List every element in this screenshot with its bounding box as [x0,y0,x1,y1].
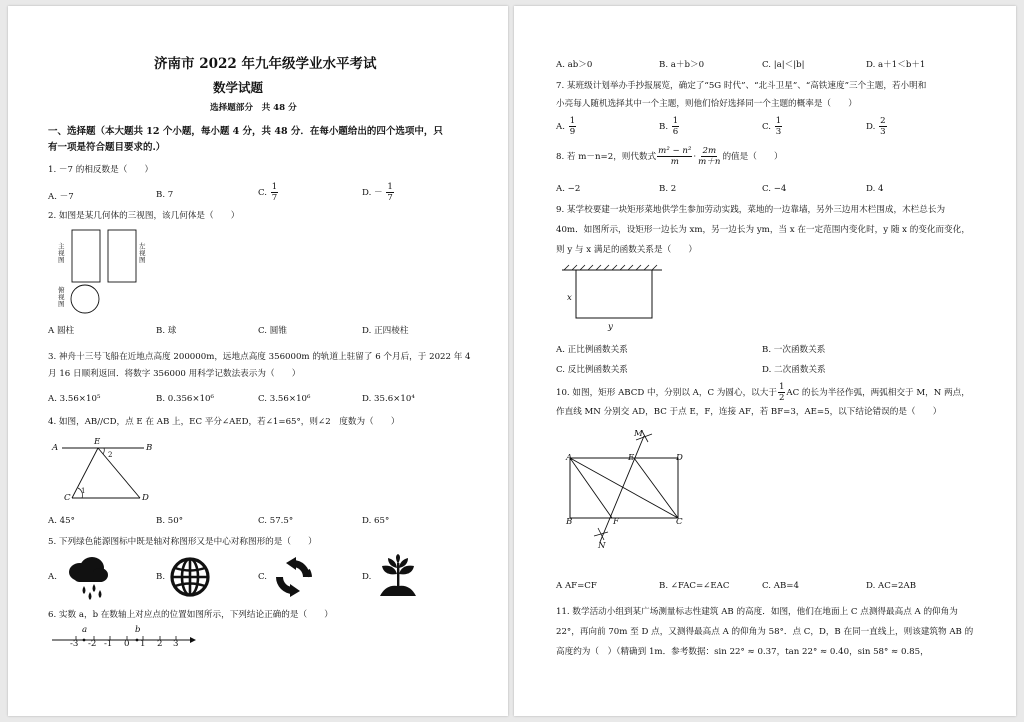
left-view-label: 左视图 [139,242,146,264]
q4-label-angle1: 1 [81,487,86,495]
q4-option-c: C. 57.5° [258,516,294,526]
q1-d-numerator: 1 [387,182,393,192]
recycle-arrows-icon [272,556,314,598]
segment-EC [634,458,678,518]
q9-stem-line2: 40m．如图所示，设矩形一边长为 xm，另一边长为 ym，当 x 在一定范围内变化时，y 随 x 的变化而变化， [556,225,970,235]
q11-stem-line1: 11. 数学活动小组到某广场测量标志性建筑 AB 的高度．如图，他们在地面上 C 点测得最高点 A 的仰角为 [556,607,958,617]
q8-fraction-1 [657,146,692,167]
left-view-rect [108,230,136,282]
left-page [8,6,508,716]
segment-AF [570,458,612,518]
q8-f2-num: 2m [702,146,717,156]
q8-f1-num: m² − n² [658,146,692,156]
q7-a-fraction [569,116,576,137]
segment-FE-extended [600,436,644,542]
q8-option-a: A. −2 [556,184,581,194]
q10-stem-line1 [556,382,970,403]
wall-hatching [564,265,657,270]
q3-stem-line2: 月 16 日顺利返回．将数字 356000 用科学记数法表示为（ ） [48,369,301,379]
q7-c-fraction [775,116,782,137]
fence-rect [576,270,652,318]
angle-2-arc [103,448,104,454]
q3-option-a: A. 3.56×10⁵ [48,394,101,404]
q7-option-a [556,116,577,137]
q8-f1-den: m [670,157,679,167]
q9-option-b: B. 一次函数关系 [762,345,826,355]
q9-garden-figure [562,264,666,328]
q7-d-den: 3 [880,127,886,137]
q9-option-c: C. 反比例函数关系 [556,365,628,375]
q1-option-c-label: C. [258,188,268,198]
seedling-icon [376,554,420,598]
q1-option-c-fraction [271,182,278,203]
q6-tick-m3: -3 [70,639,79,649]
q7-option-b [659,116,680,137]
q2-option-b: B. 球 [156,326,177,336]
q7-stem-line1: 7. 某班级计划举办手抄报展览，确定了“5G 时代”、“北斗卫星”、“高铁速度”三个主题，若小明和 [556,81,927,91]
q3-option-c: C. 3.56×10⁶ [258,394,311,404]
q9-option-a: A. 正比例函数关系 [556,345,628,355]
q10-rectangle-figure [562,430,692,554]
exam-title: 济南市 2022 年九年级学业水平考试 [154,56,377,72]
q6-option-b: B. a＋b＞0 [659,60,705,70]
q11-stem-line2: 22°，再向前 70m 至 D 点，又测得最高点 A 的仰角为 58°．点 C，D，B 在同一直线上，则该建筑物 AB 的 [556,627,974,637]
q10-half-fraction [778,382,785,403]
part-title: 选择题部分 共 48 分 [210,103,297,113]
q10-stem-1b: AC 的长为半径作弧，两弧相交于 M，N 两点， [786,387,970,398]
q10-half-num: 1 [778,382,785,392]
q10-label-N: N [598,541,606,551]
q4-label-B: B [146,443,153,453]
q11-stem-line3: 高度约为（ ）（精确到 1m．参考数据：sin 22° ≈ 0.37，tan 22° ≈ 0.40，sin 58° ≈ 0.85， [556,647,929,657]
q8-stem [556,146,783,167]
q4-label-A: A [52,443,59,453]
q7-c-num: 1 [775,116,782,126]
q7-b-den: 6 [672,127,679,137]
q1-option-d [362,182,395,203]
q6-tick-1: 1 [140,639,146,649]
point-b [136,639,139,642]
cloud-rain-icon [64,556,112,600]
q8-option-c: C. −4 [762,184,787,194]
q5-option-c: C. [258,572,268,582]
diagonal-AC [570,458,678,518]
q5-option-b: B. [156,572,166,582]
q7-d-fraction [879,116,886,137]
q3-stem-line1: 3. 神舟十三号飞船在近地点高度 200000m，远地点高度 356000m 的轨道上驻留了 6 个月后，于 2022 年 4 [48,352,471,362]
q10-label-F: F [613,517,619,527]
q4-option-d: D. 65° [362,516,390,526]
exam-subtitle: 数学试题 [213,80,264,95]
q8-fraction-2 [697,146,721,167]
q7-option-d [866,116,888,137]
q10-label-E: E [628,453,635,463]
q9-stem-line3: 则 y 与 x 满足的函数关系是（ ） [556,245,697,255]
q10-option-c: C. AB=4 [762,581,799,591]
q10-label-D: D [676,453,683,463]
q6-label-b: b [135,625,141,635]
q10-half-den: 2 [778,393,785,403]
top-view-circle [71,285,99,313]
front-view-label: 主视图 [58,242,65,264]
q6-option-c: C. |a|＜|b| [762,60,805,70]
q8-dot: · [693,151,697,162]
q4-option-b: B. 50° [156,516,184,526]
q4-label-E: E [94,437,101,447]
q10-option-d: D. AC=2AB [866,581,917,591]
q8-stem-pre: 8. 若 m－n=2，则代数式 [556,151,657,162]
q10-stem-1a: 10. 如图，矩形 ABCD 中，分别以 A，C 为圆心，以大于 [556,387,777,398]
q2-option-c: C. 圆锥 [258,326,287,336]
q6-tick-m2: -2 [88,639,97,649]
front-view-rect [72,230,100,282]
q5-option-d: D. [362,572,372,582]
q6-tick-3: 3 [173,639,179,649]
q8-option-b: B. 2 [659,184,677,194]
q1-option-d-fraction [386,182,393,203]
q2-stem: 2. 如图是某几何体的三视图，该几何体是（ ） [48,211,240,221]
q6-option-d: D. a＋1＜b＋1 [866,60,926,70]
section-heading-line2: 有一项是符合题目要求的.） [48,142,166,153]
q2-option-d: D. 正四棱柱 [362,326,409,336]
q1-option-a: A. －7 [48,192,74,202]
q6-label-a: a [82,625,88,635]
q4-option-a: A. 45° [48,516,75,526]
q8-stem-post: 的值是（ ） [722,151,783,162]
q7-b-label: B. [659,122,669,132]
q10-label-M: M [634,429,643,439]
axis-arrow [190,637,196,643]
right-page [514,6,1016,716]
q4-label-C: C [64,493,71,503]
q10-option-a: A AF=CF [556,581,597,591]
q8-f2-den: m＋n [698,157,721,167]
q10-option-b: B. ∠FAC=∠EAC [659,581,730,591]
q7-c-den: 3 [775,127,782,137]
q7-a-num: 1 [569,116,576,126]
q7-c-label: C. [762,122,772,132]
q10-label-C: C [676,517,683,527]
q4-label-D: D [142,493,149,503]
segment-ED [98,448,140,498]
q7-d-num: 2 [880,116,886,126]
q3-option-d: D. 35.6×10⁴ [362,394,415,404]
q10-stem-line2: 作直线 MN 分别交 AD，BC 于点 E，F，连接 AF，若 BF=3，AE=5，以下结论错误的是（ ） [556,407,942,417]
q5-option-a: A. [48,572,57,582]
q7-a-label: A. [556,122,565,132]
q6-tick-2: 2 [157,639,163,649]
q3-option-b: B. 0.356×10⁶ [156,394,214,404]
q10-label-B: B [566,517,573,527]
top-view-label: 俯视图 [58,286,65,308]
q7-b-num: 1 [672,116,679,126]
q9-option-d: D. 二次函数关系 [762,365,826,375]
q6-option-a: A. ab＞0 [556,60,593,70]
q5-stem: 5. 下列绿色能源图标中既是轴对称图形又是中心对称图形的是（ ） [48,537,317,547]
q8-option-d: D. 4 [866,184,884,194]
q6-stem: 6. 实数 a，b 在数轴上对应点的位置如图所示，下列结论正确的是（ ） [48,610,333,620]
q7-b-fraction [672,116,679,137]
q9-label-y: y [608,322,613,332]
q6-tick-m1: -1 [104,639,113,649]
q2-option-a: A 圆柱 [48,326,75,336]
q1-c-numerator: 1 [271,182,278,192]
q7-option-c [762,116,783,137]
q1-c-denominator: 7 [271,193,278,203]
q1-option-b: B. 7 [156,190,174,200]
globe-icon [170,557,210,597]
q9-stem-line1: 9. 某学校要建一块矩形菜地供学生参加劳动实践，菜地的一边靠墙，另外三边用木栏围成，木栏总长为 [556,205,946,215]
q9-label-x: x [567,293,572,303]
q7-d-label: D. [866,122,876,132]
point-a [83,639,86,642]
q1-option-d-label: D. － [362,188,383,198]
q4-stem: 4. 如图，AB//CD，点 E 在 AB 上，EC 平分∠AED，若∠1=65°，则∠2 度数为（ ） [48,417,400,427]
q6-tick-0: 0 [124,639,130,649]
q1-stem: 1. －7 的相反数是（ ） [48,165,154,175]
q1-option-c [258,182,279,203]
q7-a-den: 9 [569,127,576,137]
q10-label-A: A [566,453,573,463]
q4-label-angle2: 2 [108,451,113,459]
q7-stem-line2: 小亮每人随机选择其中一个主题，则他们恰好选择同一个主题的概率是（ ） [556,99,857,109]
section-heading-line1: 一、选择题（本大题共 12 个小题，每小题 4 分，共 48 分．在每小题给出的四个选项中，只 [48,126,443,137]
q1-d-denominator: 7 [387,193,393,203]
